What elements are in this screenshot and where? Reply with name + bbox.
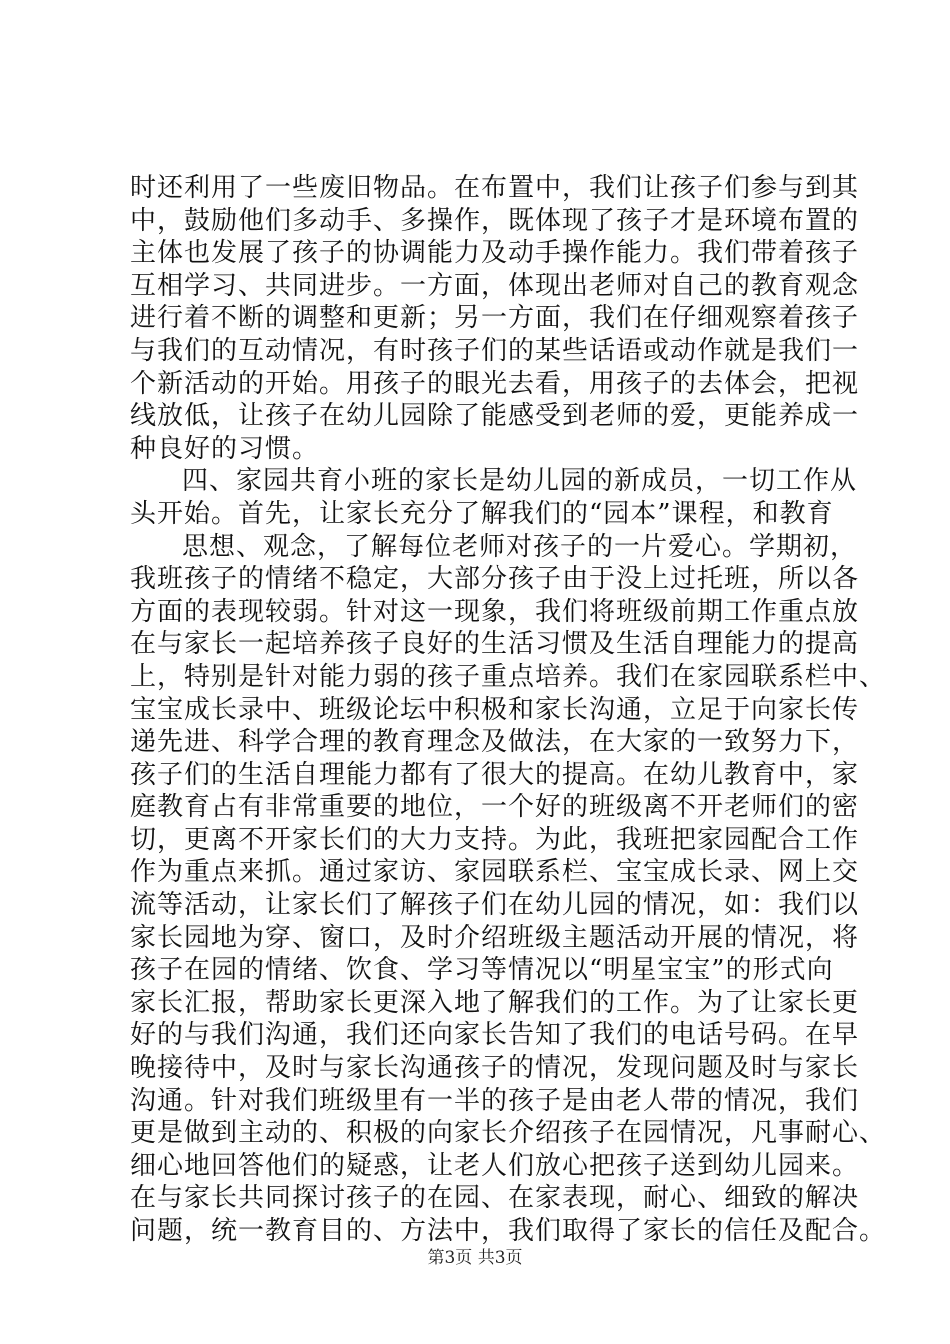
- text-line: 问题，统一教育目的、方法中，我们取得了家长的信任及配合。: [130, 1216, 887, 1246]
- text-line: 头开始。首先，让家长充分了解我们的“园本”课程，和教育: [130, 498, 834, 529]
- text-line: 线放低，让孩子在幼儿园除了能感受到老师的爱，更能养成一: [130, 401, 860, 432]
- text-line: 中，鼓励他们多动手、多操作，既体现了孩子才是环境布置的: [130, 205, 860, 236]
- text-line: 作为重点来抓。通过家访、家园联系栏、宝宝成长录、网上交: [130, 857, 860, 888]
- text-line: 种良好的习惯。: [130, 433, 320, 464]
- text-line: 孩子们的生活自理能力都有了很大的提高。在幼儿教育中，家: [130, 759, 860, 790]
- text-line: 与我们的互动情况，有时孩子们的某些话语或动作就是我们一: [130, 335, 860, 366]
- text-line: 庭教育占有非常重要的地位，一个好的班级离不开老师们的密: [130, 792, 860, 823]
- text-line: 递先进、科学合理的教育理念及做法，在大家的一致努力下，: [130, 727, 860, 758]
- page-number-footer: 第3页 共3页: [427, 1248, 523, 1268]
- text-line: 时还利用了一些废旧物品。在布置中，我们让孩子们参与到其: [130, 173, 860, 203]
- text-line: 更是做到主动的、积极的向家长介绍孩子在园情况，凡事耐心、: [130, 1118, 887, 1149]
- text-line: 我班孩子的情绪不稳定，大部分孩子由于没上过托班，所以各: [130, 564, 860, 595]
- text-line: 在与家长共同探讨孩子的在园、在家表现，耐心、细致的解决: [130, 1183, 860, 1214]
- text-line: 进行着不断的调整和更新；另一方面，我们在仔细观察着孩子: [130, 303, 860, 334]
- text-line: 思想、观念，了解每位老师对孩子的一片爱心。学期初，: [182, 531, 858, 562]
- text-line: 流等活动，让家长们了解孩子们在幼儿园的情况，如：我们以: [130, 890, 860, 921]
- text-line: 方面的表现较弱。针对这一现象，我们将班级前期工作重点放: [130, 596, 860, 627]
- section-heading-line: 四、家园共育小班的家长是幼儿园的新成员，一切工作从: [182, 466, 858, 497]
- text-line: 互相学习、共同进步。一方面，体现出老师对自己的教育观念: [130, 270, 860, 301]
- text-line: 好的与我们沟通，我们还向家长告知了我们的电话号码。在早: [130, 1020, 860, 1051]
- text-line: 细心地回答他们的疑惑，让老人们放心把孩子送到幼儿园来。: [130, 1150, 860, 1181]
- text-line: 晚接待中，及时与家长沟通孩子的情况，发现问题及时与家长: [130, 1053, 860, 1084]
- text-line: 个新活动的开始。用孩子的眼光去看，用孩子的去体会，把视: [130, 368, 860, 399]
- text-line: 沟通。针对我们班级里有一半的孩子是由老人带的情况，我们: [130, 1085, 860, 1116]
- text-line: 切，更离不开家长们的大力支持。为此，我班把家园配合工作: [130, 824, 860, 855]
- text-line: 家长汇报，帮助家长更深入地了解我们的工作。为了让家长更: [130, 987, 860, 1018]
- text-line: 主体也发展了孩子的协调能力及动手操作能力。我们带着孩子: [130, 238, 860, 269]
- document-body: [130, 172, 887, 1248]
- text-line: 宝宝成长录中、班级论坛中积极和家长沟通，立足于向家长传: [130, 694, 860, 725]
- text-line: 家长园地为穿、窗口，及时介绍班级主题活动开展的情况，将: [130, 922, 860, 953]
- text-line: 孩子在园的情绪、饮食、学习等情况以“明星宝宝”的形式向: [130, 955, 834, 986]
- text-line: 上，特别是针对能力弱的孩子重点培养。我们在家园联系栏中、: [130, 661, 887, 692]
- text-line: 在与家长一起培养孩子良好的生活习惯及生活自理能力的提高: [130, 629, 860, 660]
